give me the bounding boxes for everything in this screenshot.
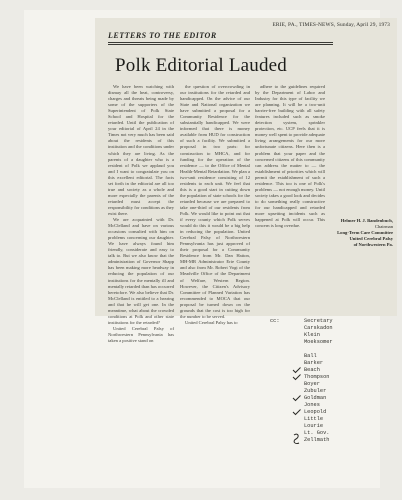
cc-recipient: Little (304, 416, 324, 422)
cc-recipient: Beach (304, 367, 320, 373)
cc-recipient: Goldman (304, 395, 327, 401)
section-rule (108, 42, 333, 43)
cc-recipient: Carskadon (304, 325, 333, 331)
letter-column-1 (108, 84, 174, 343)
check-mark-icon (292, 367, 301, 373)
signer-title: Chairman (374, 224, 393, 230)
cc-recipient: Lt. Gov. (304, 430, 330, 436)
cc-label: cc: (270, 318, 280, 324)
paragraph: United Cerebral Palsy has to (185, 319, 238, 325)
check-mark-icon (292, 374, 301, 380)
paragraph: We have been watching with dismay all the heat, controversy, charges and threats being made by some of the supporters of the Superintendent of Polk State School and Hospital for the retarded. Until the publication of your editorial of April 24 in the Times not very much has been said about the residents of this institution and the conditions under which they are living. As the parents of a daughter who is a resident of Polk we applaud you and I want to congratulate you on this excellent editorial. The facts set forth in the editorial are all too true and society as a whole and more especially the parents of the retarded must accept the responsibility for conditions as they exist there. (108, 84, 174, 216)
cc-recipient: Barker (304, 360, 324, 366)
signer-committee: Long-Term Care Committee (337, 230, 393, 236)
cc-recipient: Secretary (304, 318, 333, 324)
cc-recipient: Jones (304, 402, 320, 408)
cc-recipient: Thompson (304, 374, 330, 380)
paragraph: adhere to the guidelines required by the Department of Labor and Industry for this type of facility we are planning. It will be a two-unit barrier-free building with all safety features included such as smoke detection system, sprinkler protection, etc. UCP feels that it is money well spent to provide adequate living arrangements for our more unfortunate citizens. Here then is a problem that your paper and the concerned citizens of this community can address the matter to — the establishment of priorities which will permit the establishment of such a residence. This too is one of Polk's problems — not enough money. Until society takes a good look and decides to do something really constructive for our handicapped and retarded more upsetting incidents such as happened at Polk will occur. This concern is long overdue. (255, 84, 325, 229)
signer-name: Helmer H. J. Bandenbuch, (340, 218, 393, 223)
cc-recipient: Leopold (304, 409, 327, 415)
masthead: ERIE, PA., TIMES-NEWS, Sunday, April 29, 1973 (272, 22, 390, 28)
cc-recipient: Ball (304, 353, 317, 359)
signer-org-region: of Northwestern Pa. (353, 242, 393, 248)
cc-recipient: Boyer (304, 381, 320, 387)
paragraph: the question of overcrowding in our institutions for the retarded and handicapped. On the advice of our State and National organization we have submitted a proposal for a Community Residence for the substantially handicapped. We were informed that there is money available from HUD for construction of such a facility. We submitted a proposal in two parts: for construction to MHCA, and for funding for the operation of the residence — to the Office of Mental Health-Mental Retardation. We plan a two-unit residence consisting of 12 residents to each unit. We feel that this is a good start in cutting down the population of state schools for the retarded because we are prepared to take one-third of our residents from Polk. We would like to point out that if every county which Polk serves would do this it would be a big help in reducing the population. United Cerebral Palsy of Northwestern Pennsylvania has just approved of their proposal for a Community Residence from Mr. Dan Hatton, MH-MR Administrator Erie County and also from Mr. Robert Vogt of the Meadville Office of the Department of Welfare, Western Region. However, the Citizen's Advisory Committee of Planned Variation has recommended to MOCA that our proposal be turned down on the grounds that the cost is too high for the number to be served. (180, 84, 250, 319)
section-rule-lower (108, 44, 333, 45)
cc-recipient: Zellmath (304, 437, 330, 443)
handwritten-mark-icon (292, 433, 301, 445)
signer-org: United Cerebral Palsy (349, 236, 393, 242)
cc-recipient: Lourie (304, 423, 324, 429)
section-title: LETTERS TO THE EDITOR (108, 31, 217, 40)
cc-recipient: Moeksomer (304, 339, 333, 345)
paragraph: United Cerebral Palsy of Northwestern Pennsylvania has taken a positive stand on (108, 325, 174, 343)
paragraph: We are acquainted with Dr. McClelland and have on various occasions consulted with him on problems concerning our daughter. We have always found him friendly, considerate and easy to talk to. But we also know that the administration of Governor Shapp has been making more headway in reducing the population of our institutions for the mentally ill and mentally retarded than has occurred heretofore. We also believe that Dr. McClelland is entitled to a hearing and that he will get one. In the meantime, what about the crowded conditions at Polk and other state institutions for the retarded? (108, 217, 174, 325)
signature-block (331, 218, 393, 248)
check-mark-icon (292, 409, 301, 415)
check-mark-icon (292, 395, 301, 401)
headline: Polk Editorial Lauded (115, 55, 287, 76)
letter-column-3 (255, 84, 325, 312)
letter-column-2 (180, 84, 250, 325)
cc-recipient: Zubuler (304, 388, 327, 394)
cc-recipient: Klein (304, 332, 320, 338)
